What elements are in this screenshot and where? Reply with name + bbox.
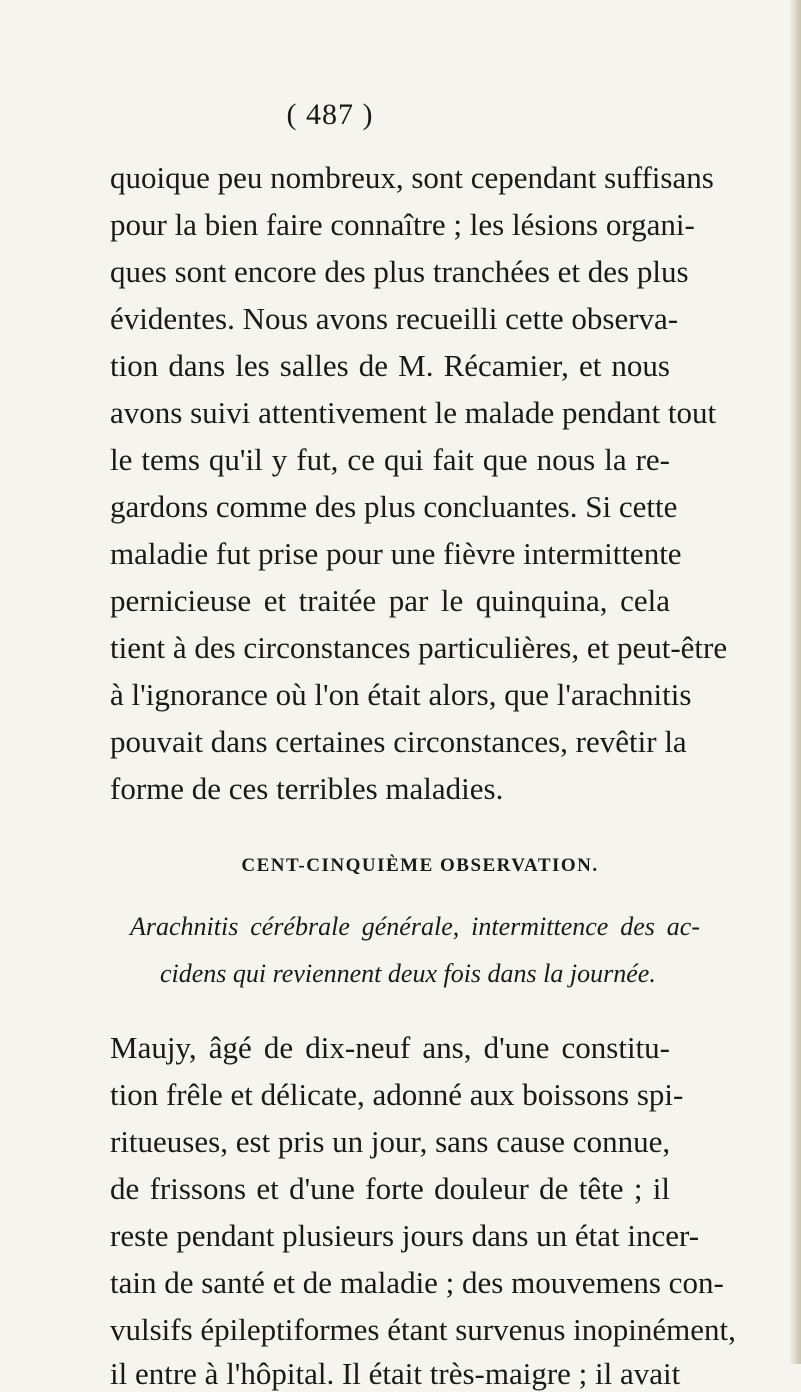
text-line: pouvait dans certaines circonstances, revêtir la bbox=[110, 724, 687, 759]
text-line: quoique peu nombreux, sont cependant suffisans bbox=[110, 160, 714, 195]
text-line: tion dans les salles de M. Récamier, et nous bbox=[110, 348, 670, 383]
text-line: il entre à l'hôpital. Il était très-maigre ; il avait bbox=[110, 1356, 681, 1391]
text-line: vulsifs épileptiformes étant survenus inopinément, bbox=[110, 1312, 736, 1347]
page-number: ( 487 ) bbox=[286, 98, 374, 131]
text-line: ques sont encore des plus tranchées et des plus bbox=[110, 254, 689, 289]
text-line: maladie fut prise pour une fièvre intermittente bbox=[110, 536, 682, 571]
text-line: de frissons et d'une forte douleur de tête ; il bbox=[110, 1171, 670, 1206]
observation-subtitle-line: cidens qui reviennent deux fois dans la journée. bbox=[160, 959, 656, 988]
text-line: ritueuses, est pris un jour, sans cause connue, bbox=[110, 1124, 671, 1159]
text-line: pernicieuse et traitée par le quinquina, cela bbox=[110, 583, 670, 618]
text-line: forme de ces terribles maladies. bbox=[110, 771, 504, 806]
text-line: tain de santé et de maladie ; des mouvemens con- bbox=[110, 1265, 724, 1300]
text-line: tient à des circonstances particulières, et peut-être bbox=[110, 630, 728, 665]
text-line: avons suivi attentivement le malade pendant tout bbox=[110, 395, 717, 430]
text-line: évidentes. Nous avons recueilli cette observa- bbox=[110, 301, 679, 336]
page-edge-shadow bbox=[789, 0, 801, 1364]
text-line: à l'ignorance où l'on était alors, que l'arachnitis bbox=[110, 677, 692, 712]
text-line: pour la bien faire connaître ; les lésions organi- bbox=[110, 207, 695, 242]
observation-heading: CENT-CINQUIÈME OBSERVATION. bbox=[241, 855, 599, 876]
text-line: reste pendant plusieurs jours dans un état incer- bbox=[110, 1218, 700, 1253]
observation-subtitle-line: Arachnitis cérébrale générale, intermittence des ac- bbox=[130, 912, 700, 941]
text-line: le tems qu'il y fut, ce qui fait que nous la re- bbox=[110, 442, 670, 477]
text-line: Maujy, âgé de dix-neuf ans, d'une constitu- bbox=[110, 1030, 670, 1065]
text-line: tion frêle et délicate, adonné aux boissons spi- bbox=[110, 1077, 684, 1112]
text-line: gardons comme des plus concluantes. Si cette bbox=[110, 489, 678, 524]
